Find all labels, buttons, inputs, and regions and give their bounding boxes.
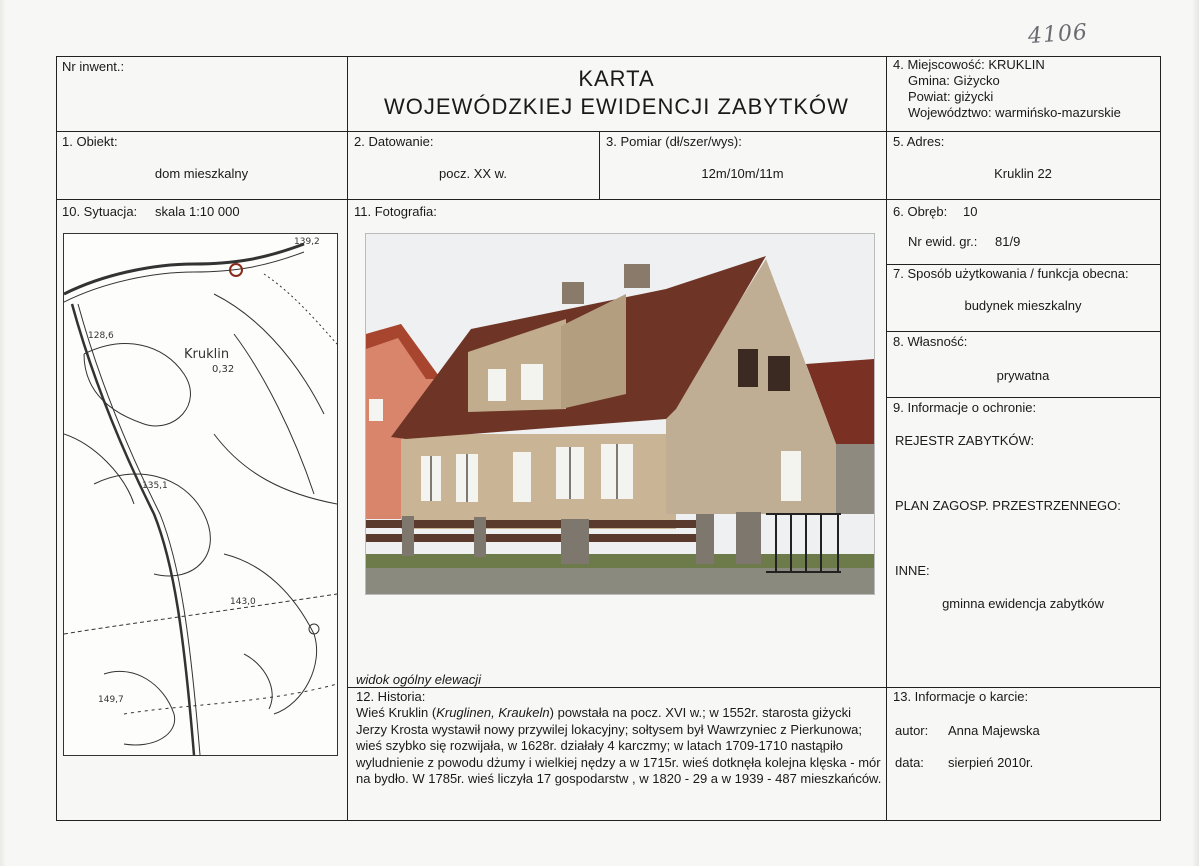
map-elevation-label: 149,7 [98,695,124,705]
historia-text-italic: Kruglinen, Kraukeln [436,705,550,720]
wlasnosc-value: prywatna [996,368,1050,383]
data-label: data: [895,755,924,770]
gmina-value: Gmina: Giżycko [908,73,1000,88]
grid-line [886,397,1160,398]
map-elevation-label: 139,2 [294,237,320,247]
grid-line [886,264,1160,265]
map-number-label: 0,32 [212,364,235,375]
sytuacja-label: 10. Sytuacja: [62,204,138,219]
sytuacja-scale: skala 1:10 000 [155,204,240,219]
grid-line [56,199,1160,200]
location-label: 4. Miejscowość: KRUKLIN [893,57,1045,72]
map-elevation-label: 135,1 [142,481,168,491]
card-subtitle: WOJEWÓDZKIEJ EWIDENCJI ZABYTKÓW [384,94,849,119]
powiat-value: Powiat: giżycki [908,89,994,104]
sposob-label: 7. Sposób użytkowania / funkcja obecna: [893,266,1129,281]
nr-ewid-value: 81/9 [995,234,1021,249]
grid-line [56,131,1160,132]
historia-text [356,705,884,788]
inne-label: INNE: [895,563,930,578]
photo-caption: widok ogólny elewacji [356,672,482,687]
obreb-label: 6. Obręb: [893,204,948,219]
historia-text-b: ) powstała na pocz. XVI w.; w 1552r. starosta giżycki Jerzy Krosta wystawił nowy przywilej lokacyjny; sołtysem był Wawrzyniec z Pierkunowa; wieś szybko się rozwijała, w 1628r. działały 4 karczmy; w latach 1709-1710 nastąpiło wyludnienie z powodu dżumy i wielkiej nędzy a w 1715r. wieś dotknęła kolejna klęska - mór na bydło. W 1785r. wieś liczyła 17 gospodarstw , w 1820 - 29 a w 1939 - 487 mieszkańców. [356,705,882,786]
map-elevation-label: 143,0 [230,597,256,607]
nr-inwent-label: Nr inwent.: [62,59,125,74]
card-title: KARTA [578,66,655,91]
sposob-value: budynek mieszkalny [964,298,1082,313]
pomiar-label: 3. Pomiar (dł/szer/wys): [606,134,742,149]
wojewodztwo-value: Województwo: warmińsko-mazurskie [908,105,1121,120]
house-illustration [366,234,874,594]
grid-line [1160,56,1161,821]
autor-label: autor: [895,723,929,738]
adres-label: 5. Adres: [893,134,945,149]
map-place-label: Kruklin [184,347,230,362]
fotografia-label: 11. Fotografia: [354,204,437,219]
historia-text-a: Wieś Kruklin ( [356,705,437,720]
handwritten-number: 4106 [1027,19,1089,50]
grid-line [56,820,1160,821]
rejestr-label: REJESTR ZABYTKÓW: [895,433,1035,448]
datowanie-label: 2. Datowanie: [354,134,434,149]
autor-value: Anna Majewska [948,723,1040,738]
wlasnosc-label: 8. Własność: [893,334,968,349]
datowanie-value: pocz. XX w. [439,166,507,181]
historia-label: 12. Historia: [356,689,426,704]
data-value: sierpień 2010r. [948,755,1034,770]
map-elevation-label: 128,6 [88,331,114,341]
karta-label: 13. Informacje o karcie: [893,689,1029,704]
adres-value: Kruklin 22 [994,166,1052,181]
obiekt-value: dom mieszkalny [154,166,249,181]
obreb-value: 10 [963,204,978,219]
building-photo [365,233,875,595]
inne-value: gminna ewidencja zabytków [942,596,1104,611]
pomiar-value: 12m/10m/11m [701,166,784,181]
nr-ewid-label: Nr ewid. gr.: [908,234,978,249]
topographic-map-drawing [64,234,337,755]
situation-map [63,233,338,756]
obiekt-label: 1. Obiekt: [62,134,118,149]
grid-line [886,331,1160,332]
ochrona-label: 9. Informacje o ochronie: [893,400,1037,415]
plan-label: PLAN ZAGOSP. PRZESTRZENNEGO: [895,498,1121,513]
